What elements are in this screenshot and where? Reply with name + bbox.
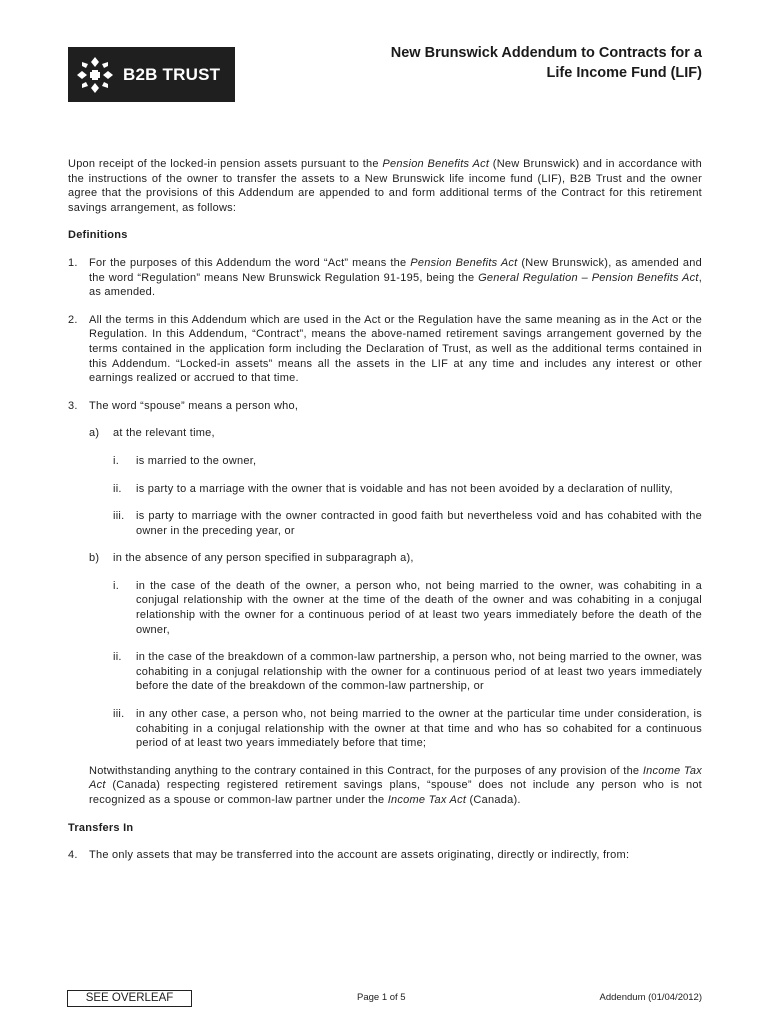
intro-paragraph: Upon receipt of the locked-in pension assets pursuant to the Pension Benefits Act (New Brunswick) and in accordance with the instructions of the owner to transfer the assets to a New Brunswick life income fund (LIF), B2B Trust and the owner agree that the provisions of this Addendum are appended to and form additional terms of the Contract for this retirement savings arrangement, as follows: (68, 158, 702, 214)
clause-3a-iii: iii. is party to marriage with the owner contracted in good faith but nevertheless void and has cohabited with the owner in the preceding year, or (113, 510, 702, 537)
clause-3b-i: i. in the case of the death of the owner, a person who, not being married to the owner, was cohabiting in a conjugal relationship with the owner at the time of the death of the owner and was cohabiting in a conjugal relationship with the owner for a continuous period of at least two years immediately before the death of the owner, (113, 579, 702, 636)
clause-3: 3. The word “spouse” means a person who, (68, 399, 299, 412)
clause-3a-i: i. is married to the owner, (113, 454, 257, 467)
see-overleaf-box: SEE OVERLEAF (67, 990, 192, 1007)
b2b-trust-logo (68, 47, 235, 102)
clause-4: 4. The only assets that may be transferred into the account are assets originating, directly or indirectly, from: (68, 849, 630, 862)
definitions-heading: Definitions (68, 229, 128, 242)
form-version-date: Addendum (01/04/2012) (599, 992, 702, 1003)
document-body (68, 157, 702, 863)
clause-3b-iii: iii. in any other case, a person who, not being married to the owner at the particular time under consideration, is cohabiting in a conjugal relationship with the owner at that time and who has so cohabited for a continuous period of at least two years immediately before that time; (113, 708, 702, 750)
title-line-2: Life Income Fund (LIF) (546, 65, 702, 81)
transfers-in-heading: Transfers In (68, 821, 134, 834)
clause-1: 1. For the purposes of this Addendum the word “Act” means the Pension Benefits Act (New Brunswick), as amended and the word “Regulation” means New Brunswick Regulation 91-195, being the General Regulation – Pension Benefits Act, as amended. (68, 256, 702, 299)
clause-3a: a) at the relevant time, (89, 427, 215, 440)
logo-text: B2B TRUST (123, 64, 221, 84)
title-line-1: New Brunswick Addendum to Contracts for a (390, 45, 702, 61)
clause-3a-ii: ii. is party to a marriage with the owner that is voidable and has not been avoided by a declaration of nullity, (113, 482, 673, 495)
b2b-emblem-icon (73, 53, 117, 97)
page-number: Page 1 of 5 (357, 992, 406, 1003)
clause-3b: b) in the absence of any person specified in subparagraph a), (89, 552, 414, 565)
document-title (391, 43, 702, 83)
spouse-note: Notwithstanding anything to the contrary contained in this Contract, for the purposes of any provision of the Income Tax Act (Canada) respecting registered retirement savings plans, “spouse” does not include any person who is not recognized as a spouse or common-law partner under the Income Tax Act (Canada). (89, 764, 702, 806)
clause-2: 2. All the terms in this Addendum which are used in the Act or the Regulation have the same meaning as in the Act or the Regulation. In this Addendum, “Contract”, means the above-named retirement savings arrangement governed by the terms contained in the application form including the Declaration of Trust, as well as the additional terms contained in this Addendum. “Locked-in assets” means all the assets in the LIF at any time and includes any interest or other earnings realized or accrued to that time. (68, 313, 702, 385)
clause-3b-ii: ii. in the case of the breakdown of a common-law partnership, a person who, not being married to the owner, was cohabiting in a conjugal relationship with the owner for a continuous period of at least two years immediately before the date of the breakdown of the common-law partnership, or (113, 651, 702, 693)
